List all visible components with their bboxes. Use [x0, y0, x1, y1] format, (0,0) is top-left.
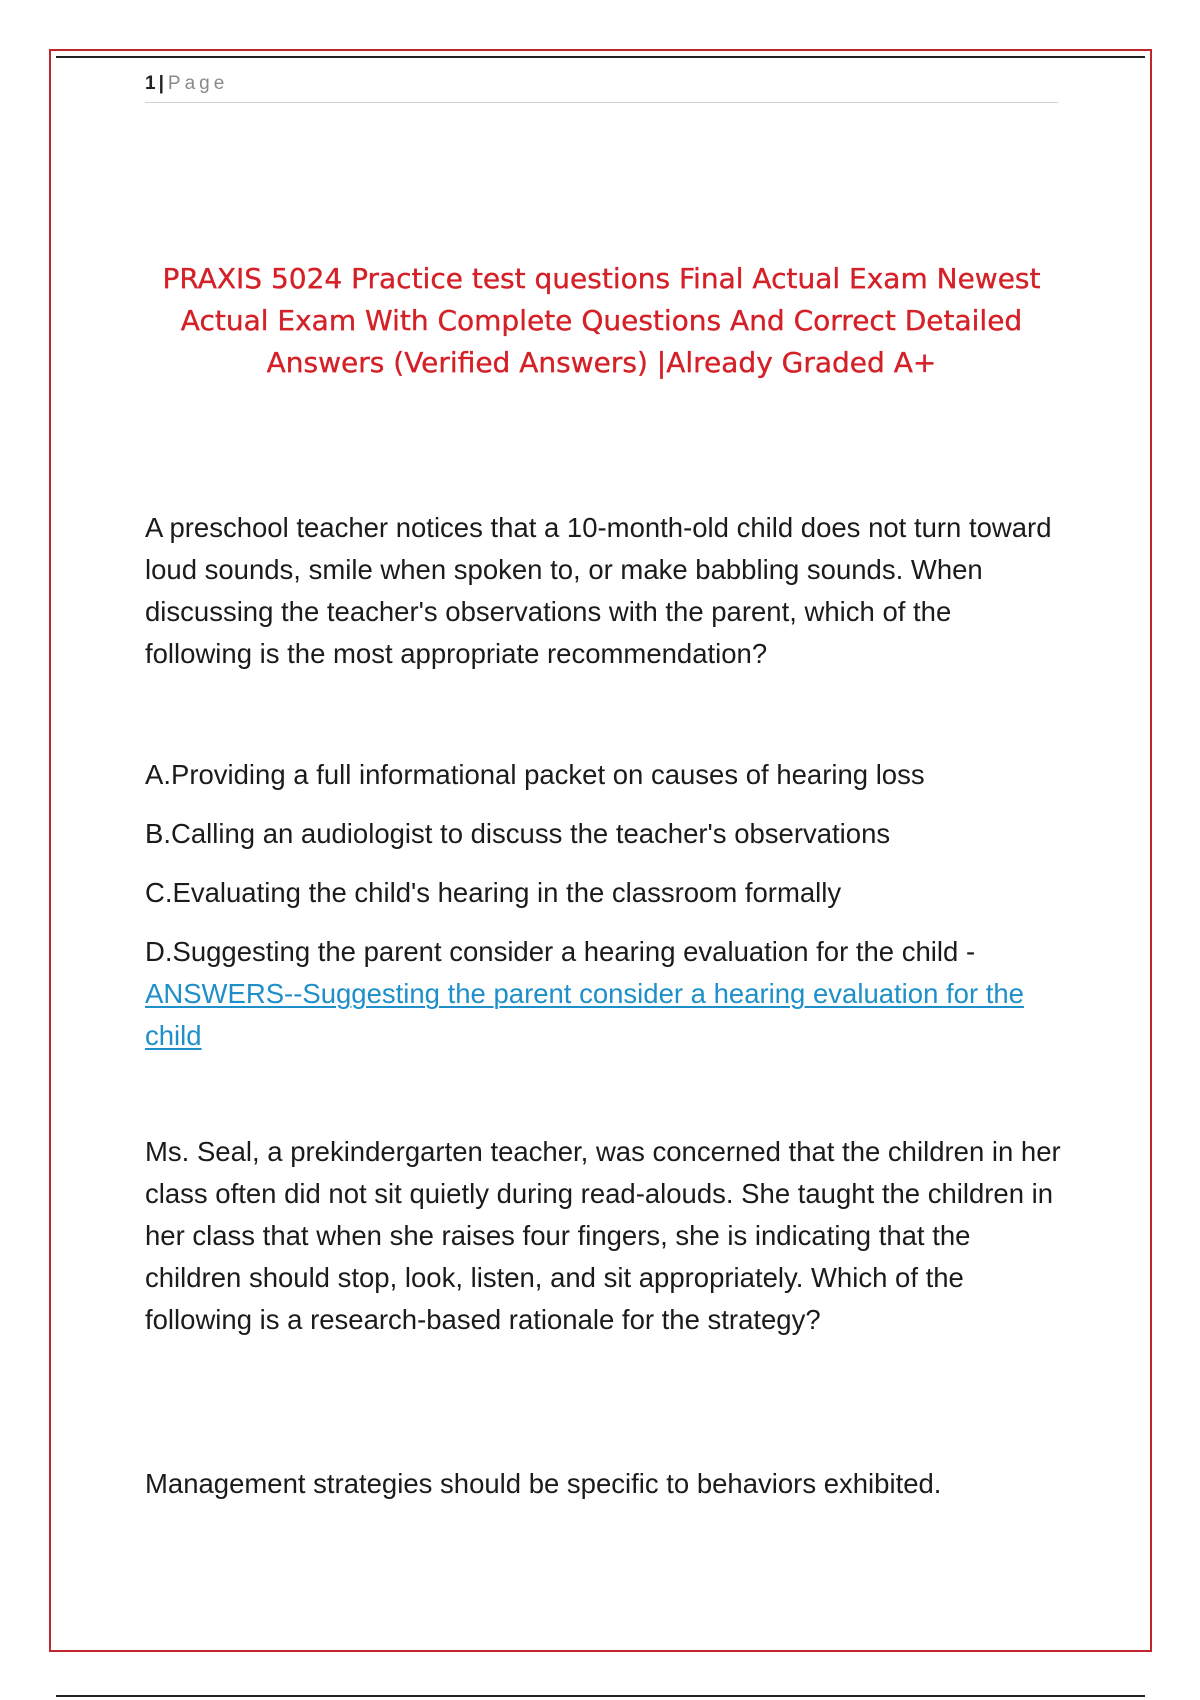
question-1-option-a: A.Providing a full informational packet on causes of hearing loss	[145, 759, 925, 790]
page-header	[145, 72, 1058, 103]
question-2-answer: Management strategies should be specific to behaviors exhibited.	[145, 1468, 942, 1499]
bottom-rule	[56, 1695, 1145, 1697]
option-d-text: D.Suggesting the parent consider a hearing evaluation for the child -	[145, 936, 976, 967]
top-rule	[56, 56, 1145, 58]
page-label: Page	[167, 73, 229, 94]
question-1-option-d	[145, 931, 1065, 1057]
question-2-text: Ms. Seal, a prekindergarten teacher, was concerned that the children in her class often did not sit quietly during read-alouds. She taught the children in her class that when she raises four fingers, she is indicating that the children should stop, look, listen, and sit appropriately. Which of the following is a research-based rationale for the strategy?	[145, 1136, 1061, 1335]
question-1-answer-link[interactable]: ANSWERS--Suggesting the parent consider a hearing evaluation for the child	[145, 978, 1024, 1051]
question-1-option-b: B.Calling an audiologist to discuss the teacher's observations	[145, 818, 891, 849]
page-separator: |	[158, 73, 164, 94]
question-1-option-c: C.Evaluating the child's hearing in the classroom formally	[145, 877, 842, 908]
page-number: 1	[145, 73, 156, 94]
question-1-text: A preschool teacher notices that a 10-month-old child does not turn toward loud sounds, smile when spoken to, or make babbling sounds. When discussing the teacher's observations with the parent, which of the following is the most appropriate recommendation?	[145, 512, 1052, 669]
document-title: PRAXIS 5024 Practice test questions Final Actual Exam Newest Actual Exam With Complete Questions And Correct Detailed Answers (Verified Answers) |Already Graded A+	[162, 262, 1041, 379]
